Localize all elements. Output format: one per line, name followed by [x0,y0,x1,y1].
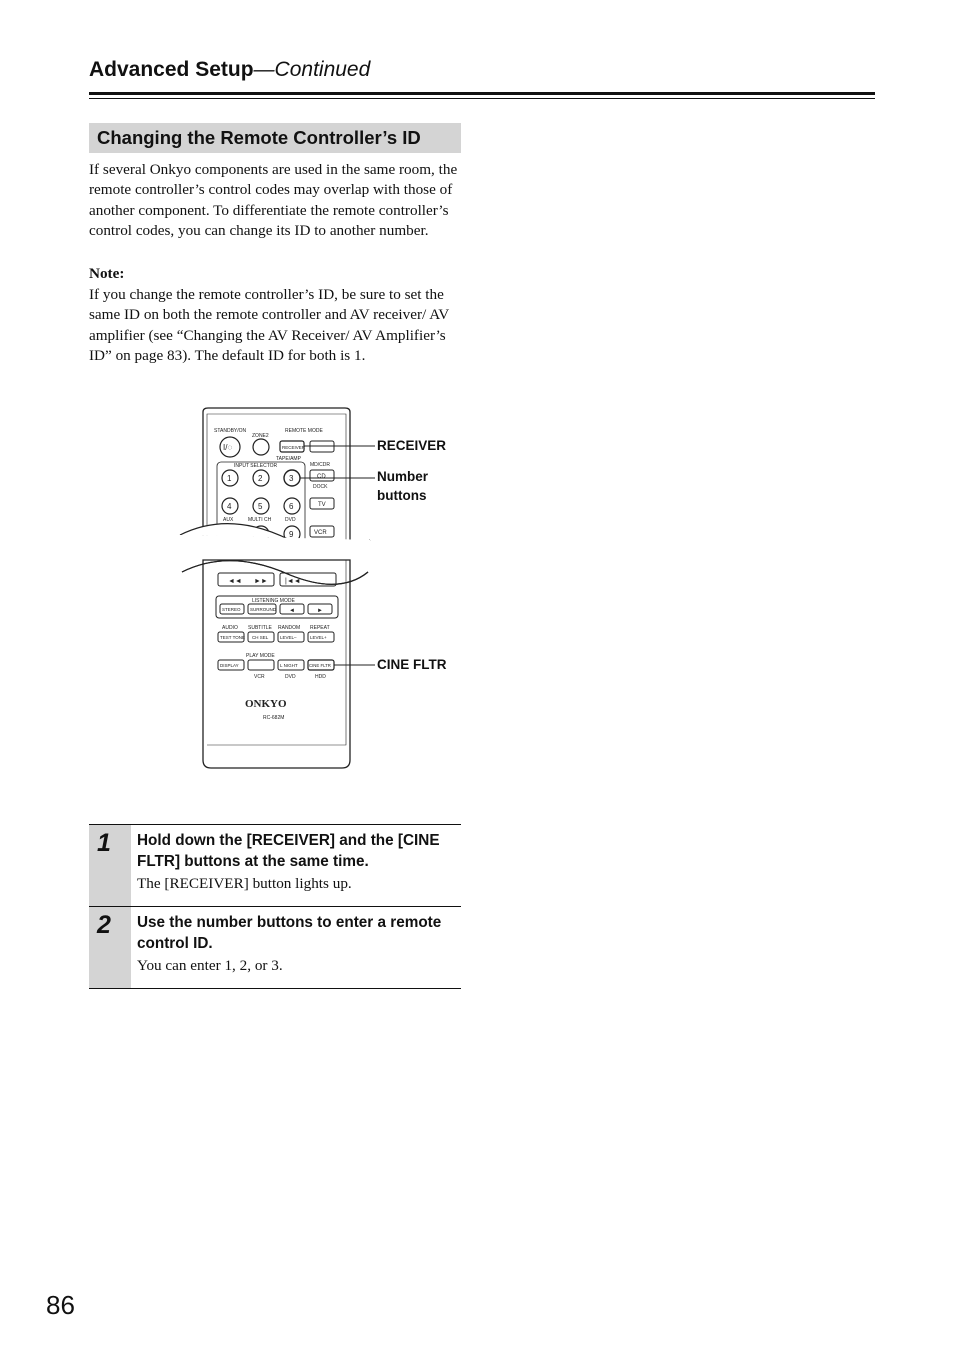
label-dvd2: DVD [285,674,296,680]
step-text: The [RECEIVER] button lights up. [137,875,352,892]
label-level-minus: LEVEL– [280,635,297,640]
label-cd: CD [317,474,326,480]
label-aux: AUX [223,517,234,523]
label-listening-mode: LISTENING MODE [252,598,295,604]
header-title-main: Advanced Setup [89,58,254,81]
note-paragraph: If you change the remote controller’s ID, be sure to set the same ID on both the remote controller and AV receiver/ AV amplifier (see “Changing the AV Receiver/ AV Amplifier’s ID” on page 83). The default ID for both is 1. [89,286,449,365]
callout-cine-fltr: CINE FLTR [377,657,447,672]
header-title [89,58,370,82]
step-text: You can enter 1, 2, or 3. [137,957,283,974]
step-number: 1 [89,825,131,906]
svg-text:2: 2 [258,474,263,483]
note-label: Note: [89,265,125,282]
label-cine-fltr-btn: CINE FLTR [309,663,331,668]
step-heading: Use the number buttons to enter a remote control ID. [137,914,442,952]
svg-text:►: ► [317,608,323,614]
page-number: 86 [46,1290,75,1320]
label-vcr2: VCR [254,674,265,680]
page-header [89,56,875,95]
svg-text:6: 6 [289,502,294,511]
label-level-plus: LEVEL+ [310,635,327,640]
label-zone2: ZONE2 [252,433,269,439]
label-audio: AUDIO [222,625,238,631]
section-title: Changing the Remote Controller’s ID [89,123,461,153]
svg-text:►►: ►► [254,578,268,585]
label-play-mode: PLAY MODE [246,653,275,659]
steps-table [89,824,461,989]
step-2 [89,906,461,989]
remote-model: RC-682M [263,715,285,721]
step-heading: Hold down the [RECEIVER] and the [CINE FLTR] buttons at the same time. [137,832,440,870]
label-input-selector: INPUT SELECTOR [234,463,278,469]
header-title-continued: —Continued [253,58,371,81]
label-test-tone: TEST TONE [220,635,246,640]
label-tv: TV [318,502,326,508]
label-subtitle: SUBTITLE [248,625,272,631]
label-multi-ch: MULTI CH [248,517,272,523]
svg-text:3: 3 [289,474,294,483]
label-md-cdr: MD/CDR [310,462,330,468]
label-dvd: DVD [285,517,296,523]
step-body [131,907,461,988]
label-hdd: HDD [315,674,326,680]
label-receiver-btn: RECEIVER [282,445,306,450]
callout-number-buttons: Number buttons [377,469,429,503]
label-display: DISPLAY [220,663,239,668]
svg-text:1: 1 [227,474,232,483]
step-number: 2 [89,907,131,988]
label-remote-mode: REMOTE MODE [285,428,323,434]
step-body [131,825,461,906]
svg-text:5: 5 [258,502,263,511]
label-repeat: REPEAT [310,625,330,631]
remote-brand-logo: ONKYO [245,698,287,710]
intro-paragraph: If several Onkyo components are used in the same room, the remote controller’s control codes may overlap with those of another component. To differentiate the remote controller’s control codes, you can change its ID to another number. [89,161,458,240]
label-ch-sel: CH SEL [252,635,269,640]
svg-text:4: 4 [227,502,232,511]
svg-text:◄: ◄ [289,608,295,614]
label-tape-amp: TAPE/AMP [276,456,301,462]
label-surround: SURROUND [250,607,277,612]
remote-controller-illustration [170,400,470,780]
label-stereo: STEREO [222,607,241,612]
label-standby: STANDBY/ON [214,428,247,434]
svg-text:|◄◄: |◄◄ [285,578,301,585]
svg-text:◄◄: ◄◄ [228,578,242,585]
label-vcr: VCR [314,530,327,536]
svg-text:9: 9 [289,530,294,539]
label-random: RANDOM [278,625,301,631]
label-l-night: L NIGHT [280,663,298,668]
step-1 [89,824,461,906]
callout-receiver: RECEIVER [377,438,447,453]
svg-text:I/◌: I/◌ [223,443,233,452]
label-dock: DOCK [313,484,328,490]
